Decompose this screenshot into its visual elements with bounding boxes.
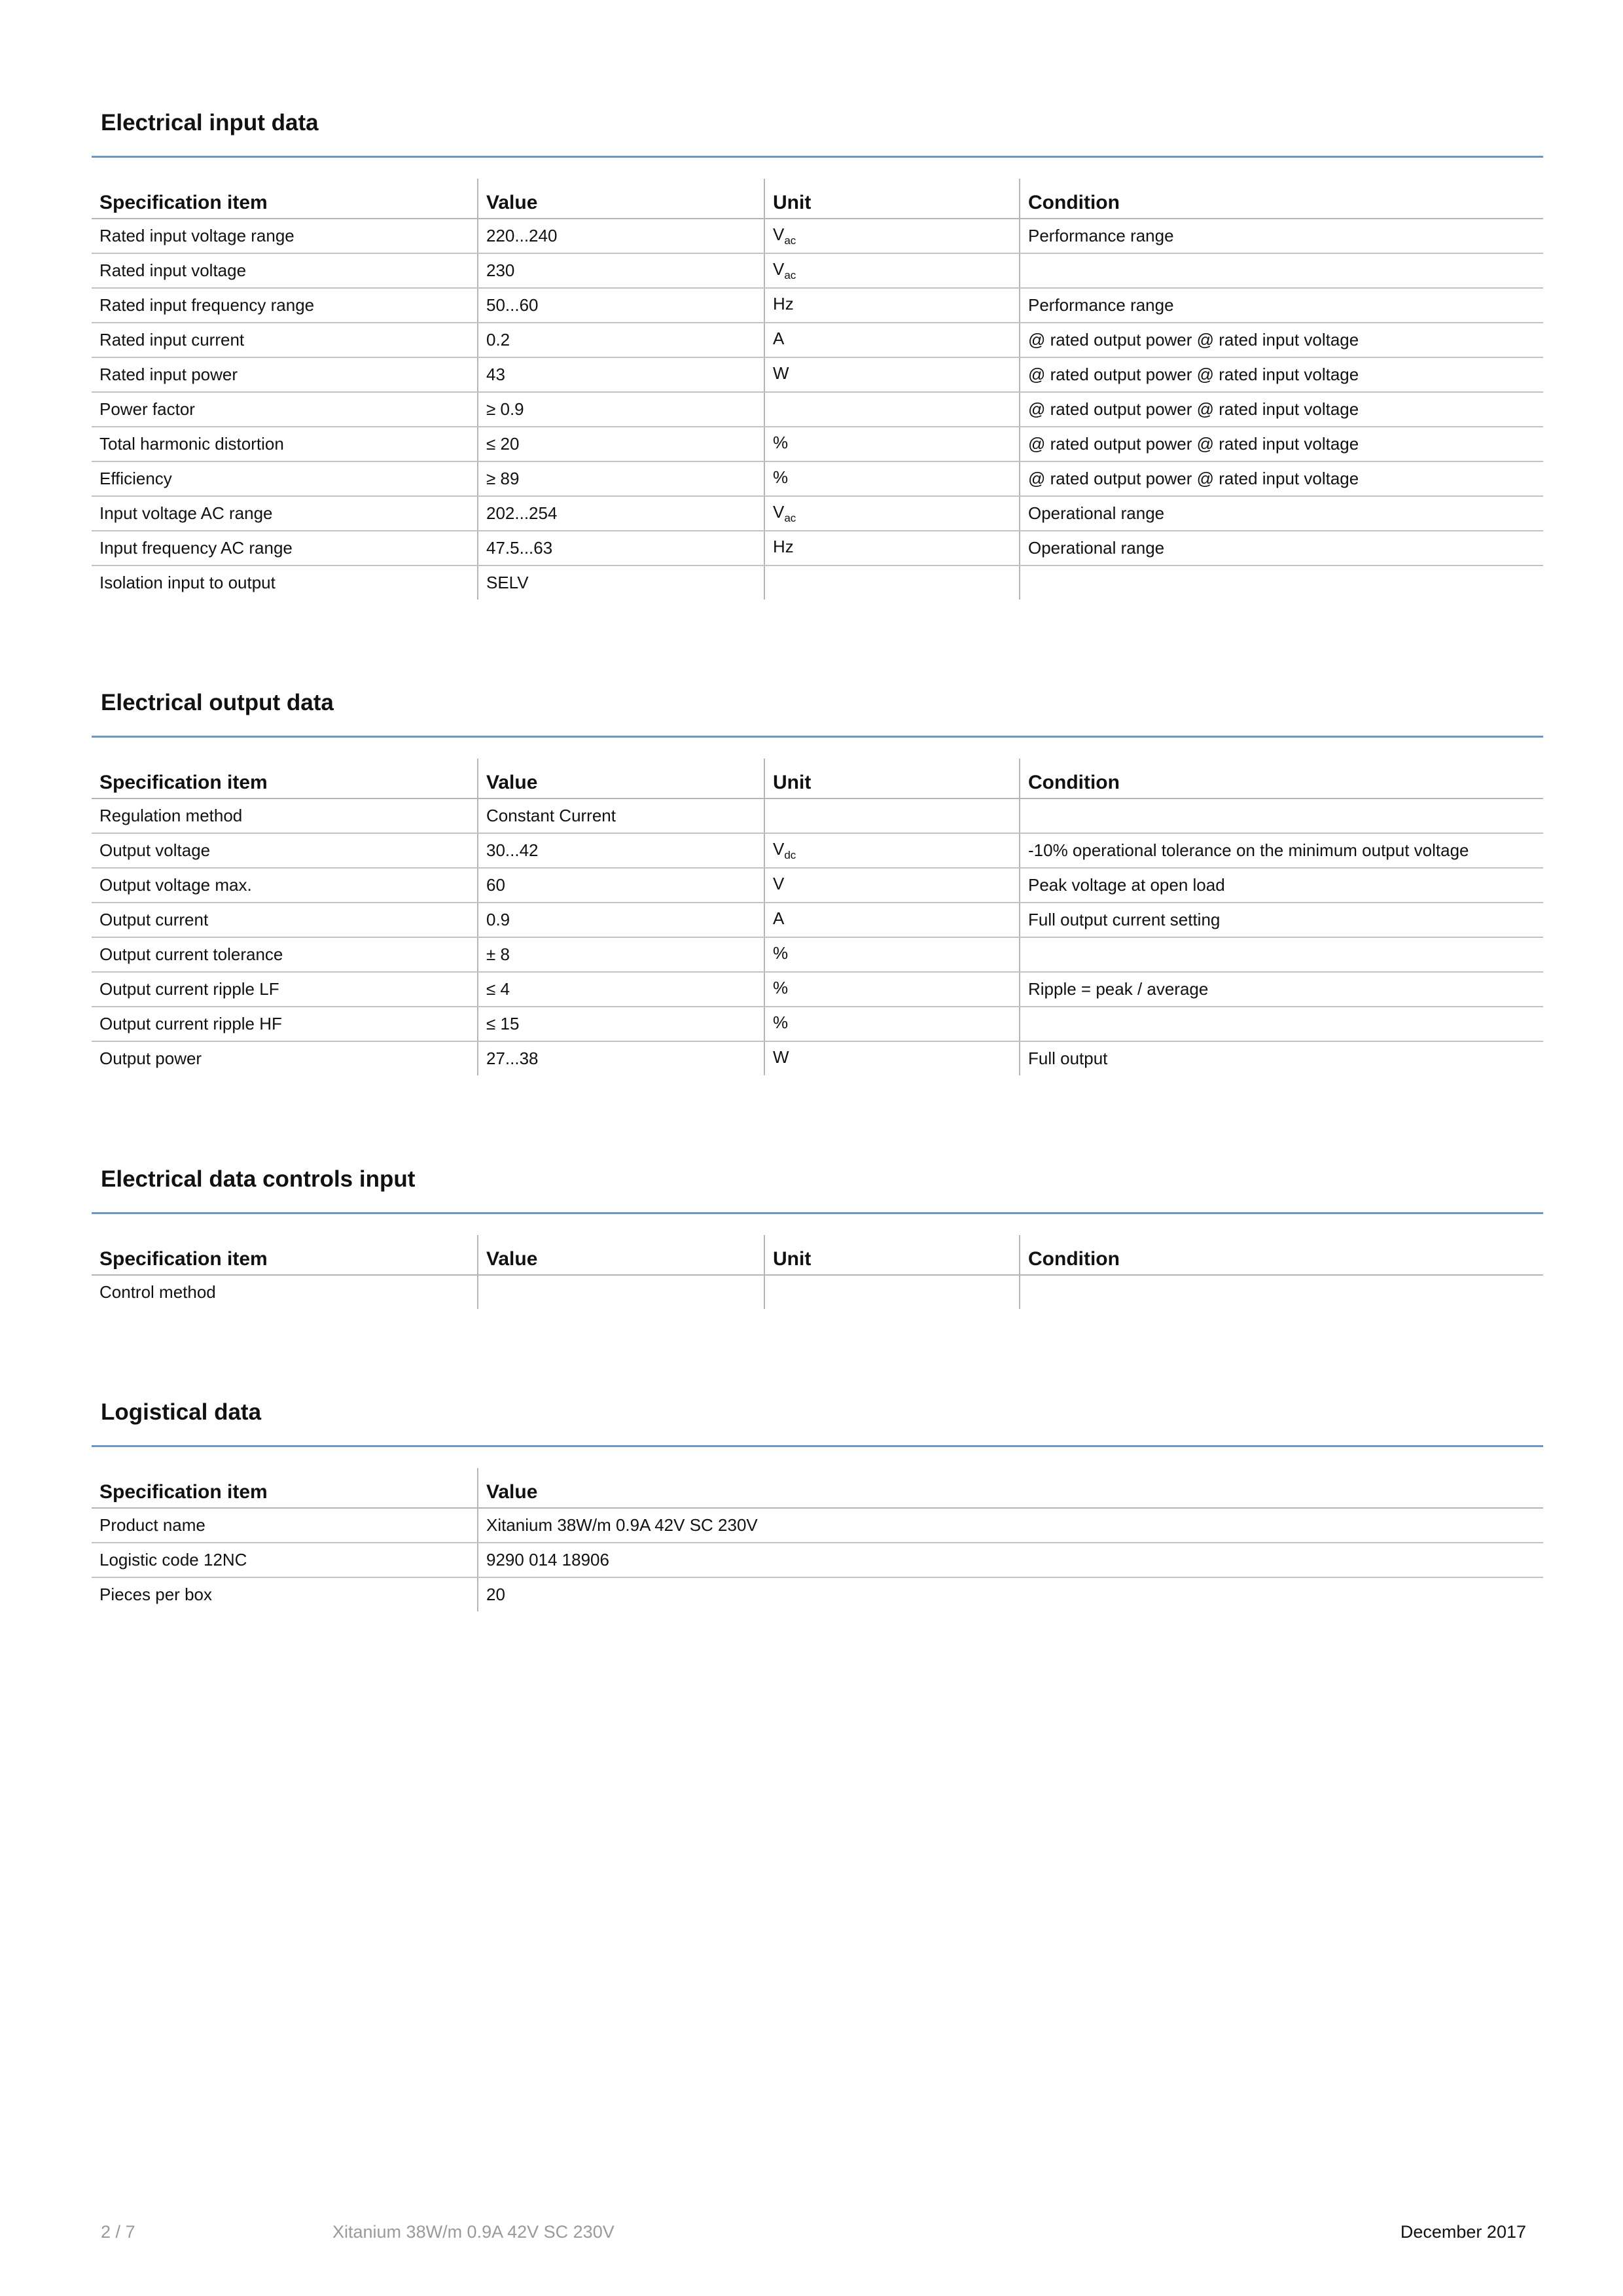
header-spec-item: Specification item	[92, 1235, 478, 1275]
section-title: Electrical output data	[101, 690, 334, 715]
cell-unit	[764, 798, 1020, 833]
unit-symbol: V	[773, 839, 785, 859]
cell-unit	[764, 219, 1020, 253]
unit-subscript: ac	[784, 512, 796, 524]
section-divider	[92, 1212, 1543, 1214]
unit-symbol: Hz	[773, 537, 794, 556]
cell-condition: @ rated output power @ rated input voltage	[1020, 427, 1543, 461]
table-row	[92, 496, 1543, 531]
section-controls-input	[92, 1161, 1543, 1309]
cell-spec-item: Output power	[99, 1049, 202, 1068]
cell-spec-item: Rated input voltage range	[92, 219, 478, 253]
cell-unit	[764, 496, 1020, 531]
table-row	[92, 288, 1543, 323]
section-divider	[92, 1445, 1543, 1447]
section-title: Logistical data	[101, 1399, 262, 1425]
cell-spec-item: Input voltage AC range	[92, 496, 478, 531]
unit-symbol: %	[773, 943, 789, 963]
cell-condition: Operational range	[1020, 496, 1543, 531]
cell-spec-item: Control method	[99, 1282, 216, 1302]
cell-unit	[764, 565, 1020, 600]
table-body	[92, 1508, 1543, 1611]
cell-unit	[764, 1007, 1020, 1041]
cell-spec-item: Rated input power	[92, 357, 478, 392]
table-row	[92, 1007, 1543, 1041]
table-row	[92, 868, 1543, 903]
table-header-row	[92, 1468, 1543, 1508]
header-unit: Unit	[764, 179, 1020, 219]
cell-value: SELV	[478, 565, 764, 600]
section-divider	[92, 156, 1543, 158]
electrical-output-table	[92, 759, 1543, 1075]
cell-value: 43	[478, 357, 764, 392]
cell-condition	[1020, 1007, 1543, 1041]
cell-condition: Full output current setting	[1020, 903, 1543, 937]
unit-symbol: %	[773, 467, 789, 487]
cell-unit	[764, 531, 1020, 565]
table-header-row	[92, 759, 1543, 798]
cell-value: ≤ 20	[478, 427, 764, 461]
unit-subscript: ac	[784, 234, 796, 247]
table-row	[92, 219, 1543, 253]
header-unit: Unit	[764, 1235, 1020, 1275]
unit-symbol: %	[773, 978, 789, 997]
cell-condition	[1020, 937, 1543, 972]
unit-symbol: Hz	[773, 294, 794, 314]
section-electrical-output	[92, 685, 1543, 1075]
cell-spec-item: Logistic code 12NC	[92, 1543, 478, 1577]
cell-spec-item: Efficiency	[92, 461, 478, 496]
table-header-row	[92, 179, 1543, 219]
cell-condition	[1020, 798, 1543, 833]
cell-spec-item: Pieces per box	[99, 1585, 212, 1604]
footer-product-name: Xitanium 38W/m 0.9A 42V SC 230V	[332, 2222, 615, 2242]
page-number: 2 / 7	[101, 2222, 135, 2242]
cell-condition: @ rated output power @ rated input voltage	[1020, 323, 1543, 357]
unit-symbol: %	[773, 433, 789, 452]
cell-unit	[764, 1041, 1020, 1075]
section-title: Electrical input data	[101, 110, 319, 135]
cell-unit	[764, 937, 1020, 972]
unit-symbol: W	[773, 1047, 789, 1067]
cell-value: ± 8	[478, 937, 764, 972]
table-row	[92, 427, 1543, 461]
table-row	[92, 461, 1543, 496]
section-divider	[92, 736, 1543, 738]
header-value: Value	[478, 179, 764, 219]
unit-symbol: V	[773, 224, 785, 244]
cell-value: 220...240	[478, 219, 764, 253]
cell-value: Xitanium 38W/m 0.9A 42V SC 230V	[478, 1508, 1543, 1543]
table-row	[92, 798, 1543, 833]
cell-spec-item: Output current tolerance	[92, 937, 478, 972]
cell-spec-item: Input frequency AC range	[92, 531, 478, 565]
cell-condition: @ rated output power @ rated input voltage	[1020, 392, 1543, 427]
cell-condition: Performance range	[1020, 219, 1543, 253]
header-condition: Condition	[1020, 759, 1543, 798]
unit-symbol: A	[773, 908, 785, 928]
table-row	[92, 357, 1543, 392]
cell-unit	[764, 868, 1020, 903]
cell-value: 20	[478, 1577, 1543, 1611]
cell-value: 0.9	[478, 903, 764, 937]
cell-value: 9290 014 18906	[478, 1543, 1543, 1577]
cell-unit	[764, 1275, 1020, 1309]
cell-value	[478, 1275, 764, 1309]
cell-spec-item: Rated input voltage	[92, 253, 478, 288]
cell-spec-item: Output voltage max.	[92, 868, 478, 903]
cell-spec-item: Total harmonic distortion	[92, 427, 478, 461]
cell-spec-item: Output voltage	[92, 833, 478, 868]
cell-spec-item: Product name	[92, 1508, 478, 1543]
cell-value: 30...42	[478, 833, 764, 868]
cell-spec-item: Regulation method	[92, 798, 478, 833]
table-row	[92, 1577, 1543, 1611]
table-row	[92, 903, 1543, 937]
controls-input-table	[92, 1235, 1543, 1309]
cell-condition: Performance range	[1020, 288, 1543, 323]
section-logistical	[92, 1394, 1543, 1611]
table-row	[92, 972, 1543, 1007]
cell-value: ≤ 4	[478, 972, 764, 1007]
cell-value: 27...38	[478, 1041, 764, 1075]
table-row	[92, 1508, 1543, 1543]
cell-value: 230	[478, 253, 764, 288]
header-value: Value	[478, 759, 764, 798]
cell-spec-item: Rated input frequency range	[92, 288, 478, 323]
cell-spec-item: Output current ripple HF	[92, 1007, 478, 1041]
section-title: Electrical data controls input	[101, 1166, 416, 1192]
cell-spec-item: Rated input current	[92, 323, 478, 357]
table-row	[92, 253, 1543, 288]
cell-unit	[764, 392, 1020, 427]
table-row	[92, 392, 1543, 427]
header-condition: Condition	[1020, 179, 1543, 219]
electrical-input-table	[92, 179, 1543, 600]
header-spec-item: Specification item	[92, 1468, 478, 1508]
header-spec-item: Specification item	[92, 179, 478, 219]
cell-unit	[764, 972, 1020, 1007]
cell-value: 0.2	[478, 323, 764, 357]
table-header-row	[92, 1235, 1543, 1275]
table-row	[92, 1041, 1543, 1075]
cell-unit	[764, 461, 1020, 496]
cell-unit	[764, 427, 1020, 461]
unit-subscript: ac	[784, 269, 796, 281]
table-row	[92, 531, 1543, 565]
cell-spec-item: Output current ripple LF	[92, 972, 478, 1007]
cell-spec-item: Power factor	[92, 392, 478, 427]
unit-subscript: dc	[784, 849, 796, 861]
cell-condition: @ rated output power @ rated input voltage	[1020, 461, 1543, 496]
unit-symbol: W	[773, 363, 789, 383]
cell-condition: -10% operational tolerance on the minimum output voltage	[1020, 833, 1543, 868]
table-body	[92, 798, 1543, 1075]
logistical-table	[92, 1468, 1543, 1611]
cell-unit	[764, 903, 1020, 937]
cell-unit	[764, 253, 1020, 288]
cell-value: ≥ 89	[478, 461, 764, 496]
cell-value: Constant Current	[478, 798, 764, 833]
cell-unit	[764, 833, 1020, 868]
table-row	[92, 323, 1543, 357]
cell-condition: Full output	[1020, 1041, 1543, 1075]
cell-unit	[764, 288, 1020, 323]
cell-spec-item: Output current	[92, 903, 478, 937]
header-spec-item: Specification item	[92, 759, 478, 798]
section-electrical-input	[92, 105, 1543, 600]
cell-condition: Operational range	[1020, 531, 1543, 565]
table-row	[92, 937, 1543, 972]
unit-symbol: A	[773, 329, 785, 348]
unit-symbol: %	[773, 1013, 789, 1032]
table-row	[92, 833, 1543, 868]
cell-value: 47.5...63	[478, 531, 764, 565]
header-value: Value	[478, 1235, 764, 1275]
header-unit: Unit	[764, 759, 1020, 798]
table-row	[92, 1275, 1543, 1309]
cell-unit	[764, 323, 1020, 357]
cell-value: ≤ 15	[478, 1007, 764, 1041]
unit-symbol: V	[773, 259, 785, 279]
cell-condition: Peak voltage at open load	[1020, 868, 1543, 903]
table-row	[92, 1543, 1543, 1577]
cell-condition: @ rated output power @ rated input voltage	[1020, 357, 1543, 392]
cell-value: 202...254	[478, 496, 764, 531]
unit-symbol: V	[773, 874, 785, 893]
cell-condition	[1020, 1275, 1543, 1309]
cell-condition	[1020, 565, 1543, 600]
header-value: Value	[478, 1468, 1543, 1508]
footer-date: December 2017	[1400, 2222, 1526, 2242]
cell-condition	[1020, 253, 1543, 288]
cell-unit	[764, 357, 1020, 392]
cell-value: ≥ 0.9	[478, 392, 764, 427]
cell-spec-item: Isolation input to output	[99, 573, 276, 592]
header-condition: Condition	[1020, 1235, 1543, 1275]
cell-value: 60	[478, 868, 764, 903]
table-body	[92, 1275, 1543, 1309]
page-footer	[0, 2222, 1623, 2248]
table-body	[92, 219, 1543, 600]
unit-symbol: V	[773, 502, 785, 522]
table-row	[92, 565, 1543, 600]
cell-value: 50...60	[478, 288, 764, 323]
cell-condition: Ripple = peak / average	[1020, 972, 1543, 1007]
